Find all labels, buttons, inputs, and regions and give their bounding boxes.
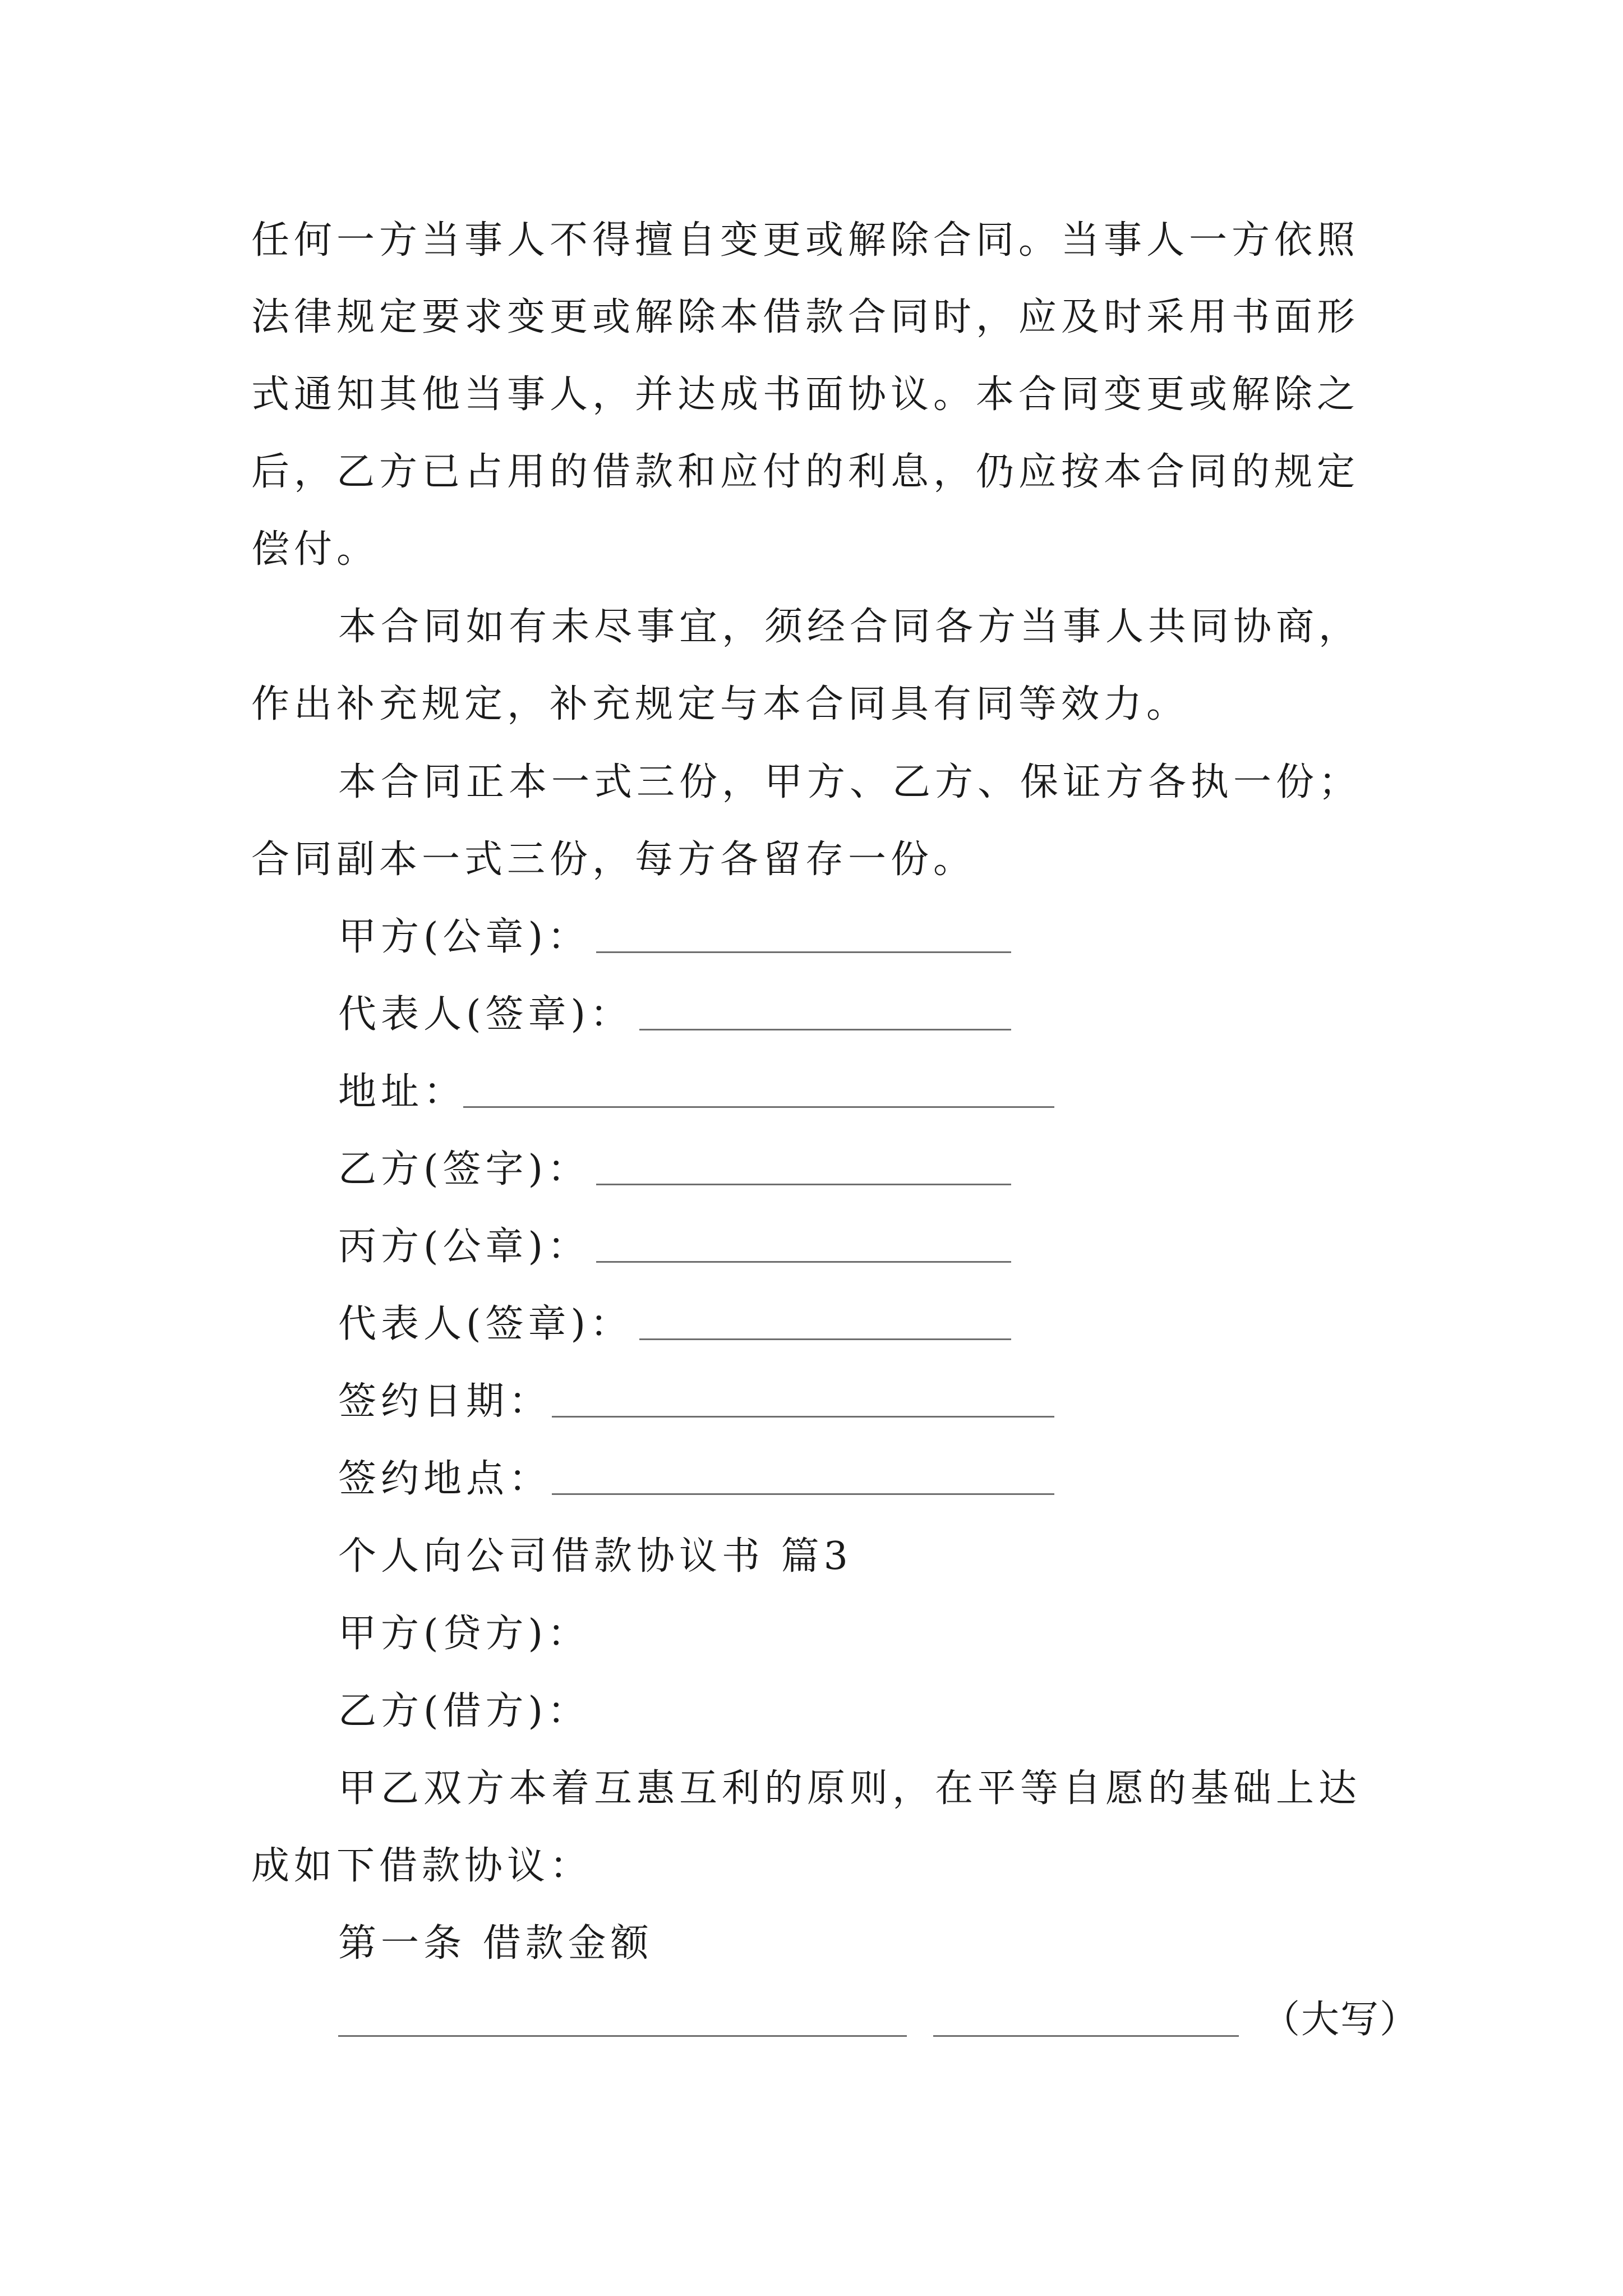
amount-capital-suffix: （大写） (1262, 1998, 1419, 2042)
field-label-representative: 代表人(签章)： (338, 992, 633, 1037)
field-blank-party-b-signature (596, 1184, 1011, 1185)
paragraph-line: 本合同正本一式三份，甲方、乙方、保证方各执一份； (338, 760, 1362, 804)
field-blank-party-c-seal (596, 1261, 1011, 1263)
field-blank-address (463, 1106, 1054, 1108)
paragraph-line: 后，乙方已占用的借款和应付的利息，仍应按本合同的规定 (251, 450, 1360, 494)
field-label-signing-date: 签约日期： (338, 1379, 552, 1424)
field-label-party-c-seal: 丙方(公章)： (338, 1225, 591, 1269)
field-blank-representative (639, 1029, 1011, 1030)
field-blank-signing-date (552, 1416, 1054, 1418)
paragraph-line: 作出补充规定，补充规定与本合同具有同等效力。 (251, 682, 1189, 726)
field-blank-signing-place (552, 1493, 1054, 1495)
borrower-label: 乙方(借方)： (338, 1689, 591, 1733)
amount-blank-numeric (338, 2035, 907, 2037)
paragraph-line: 成如下借款协议： (251, 1844, 593, 1888)
lender-label: 甲方(贷方)： (338, 1612, 591, 1656)
field-label-address: 地址： (338, 1070, 467, 1114)
paragraph-line: 法律规定要求变更或解除本借款合同时，应及时采用书面形 (251, 295, 1360, 339)
section-title: 个人向公司借款协议书 篇3 (338, 1534, 852, 1579)
amount-blank-capital (933, 2035, 1239, 2037)
field-blank-party-a-seal (596, 951, 1011, 953)
field-label-party-b-signature: 乙方(签字)： (338, 1147, 591, 1191)
field-label-party-a-seal: 甲方(公章)： (338, 915, 591, 959)
paragraph-line: 本合同如有未尽事宜，须经合同各方当事人共同协商， (338, 605, 1362, 649)
field-blank-representative (639, 1338, 1011, 1340)
paragraph-line: 式通知其他当事人，并达成书面协议。本合同变更或解除之 (251, 372, 1360, 417)
article-title: 第一条 借款金额 (338, 1921, 653, 1966)
paragraph-line: 偿付。 (251, 527, 380, 572)
field-label-signing-place: 签约地点： (338, 1457, 552, 1501)
paragraph-line: 合同副本一式三份，每方各留存一份。 (251, 838, 976, 882)
field-label-representative: 代表人(签章)： (338, 1302, 633, 1346)
paragraph-line: 甲乙双方本着互惠互利的原则，在平等自愿的基础上达 (338, 1766, 1362, 1811)
paragraph-line: 任何一方当事人不得擅自变更或解除合同。当事人一方依照 (251, 218, 1360, 263)
